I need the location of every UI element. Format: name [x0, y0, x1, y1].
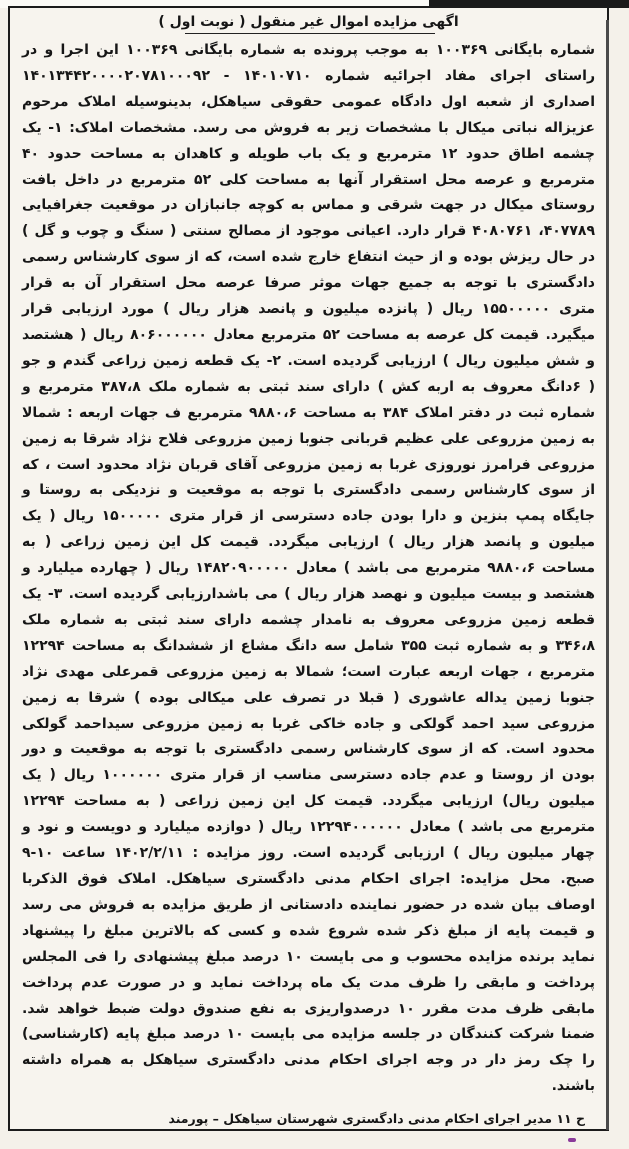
page-corner-mark	[568, 1138, 576, 1142]
notice-body: شماره بایگانی ۱۰۰۳۶۹ به موجب پرونده به شماره بایگانی ۱۰۰۳۶۹ این اجرا و در راستای اجرای مفاد اجرائیه شماره ۱۴۰۱۰۷۱۰ - ۱۴۰۱۳۴۴۲۰۰۰۰۲۰۷۸۱۰۰۰۹۲ اصداری از شعبه اول دادگاه عمومی حقوقی سیاهکل، بدینوسیله املاک مرحوم عزیزاله نباتی میکال با مشخصات زیر به فروش می رسد. مشخصات املاک: ۱- یک چشمه اطاق حدود ۱۲ مترمربع و یک باب طویله و کاهدان به مساحت حدود ۴۰ مترمربع و عرصه محل استقرار آنها به مساحت کلی ۵۲ مترمربع در داخل بافت روستای میکال در جهت شرقی و مماس به کوچه جانبازان در موقعیت جغرافیایی ۴۰۷۷۸۹، ۴۰۸۰۷۶۱ قرار دارد. اعیانی موجود از مصالح سنتی ( سنگ و چوب و گل ) در حال ریزش بوده و از حیث انتفاع خارج شده است، که از سوی کارشناس رسمی دادگستری با توجه به جمیع جهات موثر صرفا عرصه محل استقرار آن به قرار متری ۱۵۵۰۰۰۰۰ ریال ( پانزده میلیون و پانصد هزار ریال ) مورد ارزیابی قرار میگیرد. قیمت کل عرصه به مساحت ۵۲ مترمربع معادل ۸۰۶۰۰۰۰۰۰ ریال ( هشتصد و شش میلیون ریال ) ارزیابی گردیده است. ۲- یک قطعه زمین زراعی گندم و جو ( ۶دانگ معروف به اربه کش ) دارای سند ثبتی به شماره ملک ۳۸۷،۸ مترمربع و شماره ثبت در دفتر املاک ۳۸۴ به مساحت ۹۸۸۰،۶ مترمربع ف جهات اربعه : شمالا به زمین مزروعی علی عظیم قربانی جنوبا زمین مزروعی فلاح نژاد شرقا به زمین مزروعی فرامرز نوروزی غربا به زمین مزروعی آقای قربان نژاد محدود است ، که از سوی کارشناس رسمی دادگستری با توجه به موقعیت و نزدیکی به روستا و جایگاه پمپ بنزین و دارا بودن جاده دسترسی از قرار متری ۱۵۰۰۰۰۰ ریال ( یک میلیون و پانصد هزار ریال ) ارزیابی میگردد. قیمت کل این زمین زراعی ( به مساحت ۹۸۸۰،۶ مترمربع می باشد ) معادل ۱۴۸۲۰۹۰۰۰۰۰ ریال ( چهارده میلیارد و هشتصد و بیست میلیون و نهصد هزار ریال ) می باشدارزیابی گردیده است. ۳- یک قطعه زمین مزروعی معروف به نامدار چشمه دارای سند ثبتی به شماره ملک ۳۴۶،۸ و به شماره ثبت ۳۵۵ شامل سه دانگ مشاع از ششدانگ به مساحت ۱۲۲۹۴ مترمربع ، جهات اربعه عبارت است؛ شمالا به زمین مزروعی قمرعلی مهدی نژاد جنوبا زمین یداله عاشوری ( قبلا در تصرف علی میکالی بوده ) شرقا به زمین مزروعی سید احمد گولکی و جاده خاکی غربا به زمین مزروعی سیداحمد گولکی محدود است. که از سوی کارشناس رسمی دادگستری با توجه به موقعیت و دور بودن از روستا و عدم جاده دسترسی مناسب از قرار متری ۱۰۰۰۰۰۰ ریال ( یک میلیون ریال) ارزیابی میگردد. قیمت کل این زمین زراعی ( به مساحت ۱۲۲۹۴ مترمربع می باشد ) معادل ۱۲۲۹۴۰۰۰۰۰۰ ریال ( دوازده میلیارد و دویست و نود و چهار میلیون ریال ) ارزیابی گردیده است. روز مزایده : ۱۴۰۲/۲/۱۱ ساعت ۱۰-۹ صبح. محل مزایده: اجرای احکام مدنی دادگستری سیاهکل. املاک فوق الذکربا اوصاف بیان شده در حضور نماینده دادستانی از طریق مزایده به فروش می رسد و قیمت پایه از مبلغ ذکر شده شروع شده و کسی که بالاترین مبلغ را پیشنهاد نماید برنده مزایده محسوب و می بایست ۱۰ درصد مبلغ پیشنهادی را فی المجلس پرداخت و مابقی را ظرف مدت یک ماه پرداخت نماید و در صورت عدم پرداخت مابقی ظرف مدت مقرر ۱۰ درصدواریزی به نفع صندوق دولت ضبط خواهد شد. ضمنا شرکت کنندگان در جلسه مزایده می بایست ۱۰ درصد مبلغ پایه (کارشناسی) را چک رمز دار در وجه اجرای احکام مدنی دادگستری سیاهکل به همراه داشته باشند.	[22, 42, 596, 1095]
title-underline	[185, 33, 435, 34]
notice-footer: ح ۱۱ مدیر اجرای احکام مدنی دادگستری شهرستان سیاهکل – پورمند	[168, 1111, 585, 1126]
notice-title: اگهی مزایده اموال غیر منقول ( نوبت اول )	[158, 14, 459, 30]
frame-edge-shadow	[606, 20, 609, 1130]
notice-frame	[8, 6, 609, 1131]
